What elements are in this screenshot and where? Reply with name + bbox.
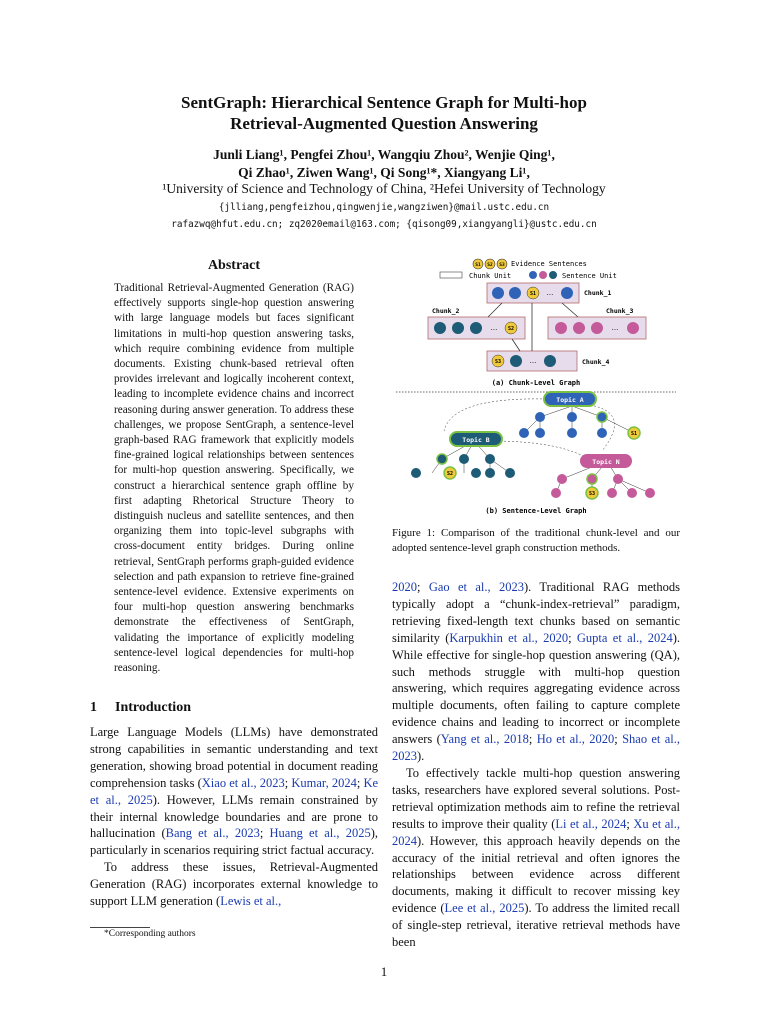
chunk-3-label: Chunk_3: [606, 307, 634, 315]
text-run: ). However, this approach heavily depends on the accuracy of the initial retrieval and often ignores the relationships between evidence across different documents, making it difficult to recover missing key evidence (: [392, 833, 680, 916]
text-run: To address these issues, Retrieval-Augmented Generation (RAG) incorporates external knowledge to support LLM generation (: [90, 860, 378, 909]
legend-sentence-blue: [529, 271, 537, 279]
sentence-node: [567, 412, 577, 422]
text-run: ). While effective for single-hop question answering (QA), such methods struggle with multi-hop question answering, which requires aggregating evidence across multiple documents, often failing to capture complete evidence chains and leading to incorrect or incomplete answers (: [392, 630, 680, 747]
sentence-node: [613, 474, 623, 484]
figure-1-diagram: [392, 253, 680, 521]
sentence-node: [591, 322, 603, 334]
citation-link[interactable]: Gao et al., 2023: [428, 580, 525, 594]
citation-link[interactable]: Ho et al., 2020: [536, 732, 615, 747]
citation-link[interactable]: Lee et al., 2025: [444, 901, 525, 916]
sentence-node: [627, 322, 639, 334]
section-number: 1: [90, 700, 97, 715]
paper-title: [0, 92, 768, 134]
subfigure-b-label: (b) Sentence-Level Graph: [485, 507, 587, 515]
legend-s1-label: S1: [475, 263, 481, 268]
legend-evidence-label: Evidence Sentences: [511, 260, 587, 268]
sentence-node: [505, 468, 515, 478]
tree-s1-label: S1: [630, 431, 638, 437]
citation-link[interactable]: Ke et al., 2025: [90, 775, 379, 807]
author-emails: [0, 199, 768, 233]
title-line-1: SentGraph: Hierarchical Sentence Graph for Multi-hop: [181, 93, 587, 112]
node-s1-label: S1: [529, 291, 537, 297]
sentence-node: [607, 488, 617, 498]
tree-s2-label: S2: [446, 471, 454, 477]
ellipsis: ...: [611, 324, 619, 332]
section-heading-introduction: [90, 700, 191, 716]
sentence-node: [492, 287, 504, 299]
figure-caption: Figure 1: Comparison of the traditional chunk-level and our adopted sentence-level graph construction methods.: [392, 527, 680, 554]
citation-link[interactable]: Huang et al., 2025: [269, 826, 371, 841]
topic-n-label: Topic N: [592, 458, 620, 466]
abstract-text: Traditional Retrieval-Augmented Generation (RAG) effectively supports single-hop question answering with large language models but faces significant limitations in multi-hop question answering tasks, which require combining evidence from multiple documents. Existing chunk-based retrieval often provides irrelevant and logically incoherent context, leading to incomplete evidence chains and incorrect reasoning during answer generation. To address these challenges, we propose SentGraph, a sentence-level graph-based RAG framework that explicitly models fine-grained logical relationships between sentences for multi-hop question answering. Specifically, we construct a hierarchical sentence graph offline by first adapting Rhetorical Structure Theory to distinguish nucleus and satellite sentences, and then organizing them into topic-level subgraphs with cross-document entity bridges. During online retrieval, SentGraph performs graph-guided evidence selection and path expansion to retrieve fine-grained sentence-level evidence. Extensive experiments on four multi-hop question answering benchmarks demonstrate the effectiveness of SentGraph, validating the importance of explicitly modeling sentence-level logical dependencies for multi-hop reasoning.: [114, 282, 354, 675]
subfigure-a-label: (a) Chunk-Level Graph: [491, 379, 581, 387]
text-run: ;: [284, 775, 292, 790]
text-run: ;: [356, 775, 364, 790]
sentence-node: [519, 428, 529, 438]
sentence-node: [551, 488, 561, 498]
topic-b-label: Topic B: [462, 436, 490, 444]
sentence-node: [555, 322, 567, 334]
sentence-node: [573, 322, 585, 334]
chunk-1-label: Chunk_1: [584, 289, 612, 297]
sentence-node: [510, 355, 522, 367]
sentence-node: [459, 454, 469, 464]
section-title: Introduction: [115, 700, 191, 715]
citation-link[interactable]: Karpukhin et al., 2020: [449, 630, 569, 645]
legend-sentence-teal: [549, 271, 557, 279]
intro-paragraph-1: [90, 724, 378, 859]
node-s3-label: S3: [494, 359, 502, 365]
legend-chunk-label: Chunk Unit: [469, 272, 512, 280]
sentence-node: [452, 322, 464, 334]
email-line-1: {jlliang,pengfeizhou,qingwenjie,wangziwen}@mail.ustc.edu.cn: [218, 202, 550, 213]
text-run: ), particularly in scenarios requiring strict factual accuracy.: [90, 826, 378, 858]
sentence-node: [535, 428, 545, 438]
text-run: ;: [528, 732, 537, 747]
sentence-node: [411, 468, 421, 478]
text-run: ). However, LLMs remain constrained by their internal knowledge boundaries and are prone to hallucination (: [90, 792, 379, 841]
author-list: [0, 146, 768, 182]
right-paragraph-1: [392, 579, 680, 765]
text-run: ;: [568, 630, 577, 645]
text-run: ). Traditional RAG methods typically adopt a “chunk-index-retrieval” paradigm, retrieving fixed-length text chunks based on semantic similarity (: [392, 580, 680, 645]
footnote: *Corresponding authors: [104, 929, 196, 939]
citation-link[interactable]: Yang et al., 2018: [440, 732, 529, 747]
sentence-node: [544, 355, 556, 367]
sentence-node: [434, 322, 446, 334]
legend-s2-label: S2: [487, 263, 493, 268]
abstract-heading: Abstract: [207, 258, 261, 273]
legend-s3-label: S3: [499, 263, 505, 268]
intro-paragraph-2: [90, 859, 378, 910]
sentence-node: [645, 488, 655, 498]
intro-body-right: [392, 579, 680, 951]
right-paragraph-2: [392, 765, 680, 951]
authors-line-2: Qi Zhao¹, Ziwen Wang¹, Qi Song¹*, Xiangyang Li¹,: [238, 165, 530, 180]
topic-a-label: Topic A: [556, 396, 584, 404]
ellipsis: ...: [529, 357, 537, 365]
sentence-node: [597, 412, 607, 422]
text-run: ;: [259, 826, 270, 841]
sentence-node: [597, 428, 607, 438]
sentence-node: [485, 454, 495, 464]
text-run: ;: [626, 816, 634, 831]
chunk-4-label: Chunk_4: [582, 358, 610, 366]
sentence-node: [561, 287, 573, 299]
citation-link[interactable]: Lewis et al.,: [220, 894, 282, 909]
title-line-2: Retrieval-Augmented Question Answering: [230, 114, 538, 133]
text-run: ;: [614, 732, 623, 747]
sentence-node: [485, 468, 495, 478]
chunk-2-label: Chunk_2: [432, 307, 460, 315]
legend-sentence-label: Sentence Unit: [562, 272, 617, 280]
text-run: Large Language Models (LLMs) have demonstrated strong capabilities in semantic understanding and text generation, showing broad potential in document reading comprehension tasks (: [90, 725, 378, 790]
email-line-2: rafazwq@hfut.edu.cn; zq2020email@163.com; {qisong09,xiangyangli}@ustc.edu.cn: [171, 219, 597, 230]
text-run: ).: [417, 749, 425, 764]
sentence-node: [567, 428, 577, 438]
sentence-node: [471, 468, 481, 478]
citation-link[interactable]: Kumar, 2024: [291, 775, 357, 790]
sentence-node: [437, 454, 447, 464]
sentence-node: [587, 474, 597, 484]
legend-sentence-pink: [539, 271, 547, 279]
ellipsis: ...: [490, 324, 498, 332]
sentence-node: [470, 322, 482, 334]
sentence-node: [535, 412, 545, 422]
footnote-rule: [90, 927, 150, 928]
ellipsis: ...: [546, 289, 554, 297]
sentence-node: [509, 287, 521, 299]
page-number: 1: [380, 964, 388, 979]
sentence-node: [557, 474, 567, 484]
legend-chunk-swatch: [440, 272, 462, 278]
affiliations: ¹University of Science and Technology of China, ²Hefei University of Technology: [162, 181, 606, 196]
tree-s3-label: S3: [588, 491, 596, 497]
citation-link[interactable]: Xiao et al., 2023: [201, 775, 285, 790]
authors-line-1: Junli Liang¹, Pengfei Zhou¹, Wangqiu Zhou², Wenjie Qing¹,: [213, 147, 555, 162]
citation-link[interactable]: 2020: [392, 580, 417, 594]
node-s2-label: S2: [507, 326, 515, 332]
citation-link[interactable]: Xu et al., 2024: [392, 816, 680, 848]
intro-body-left: [90, 724, 378, 910]
text-run: ). To address the limited recall of single-step retrieval, iterative retrieval methods have been: [392, 901, 681, 950]
citation-link[interactable]: Gupta et al., 2024: [576, 630, 673, 645]
sentence-node: [627, 488, 637, 498]
text-run: ;: [417, 580, 429, 594]
text-run: To effectively tackle multi-hop question answering tasks, researchers have explored several solutions. Post-retrieval optimization methods aim to refine the retrieval results to improve their quality (: [392, 765, 680, 831]
citation-link[interactable]: Bang et al., 2023: [165, 826, 260, 841]
citation-link[interactable]: Li et al., 2024: [555, 816, 627, 831]
citation-link[interactable]: Shao et al., 2023: [392, 732, 681, 764]
